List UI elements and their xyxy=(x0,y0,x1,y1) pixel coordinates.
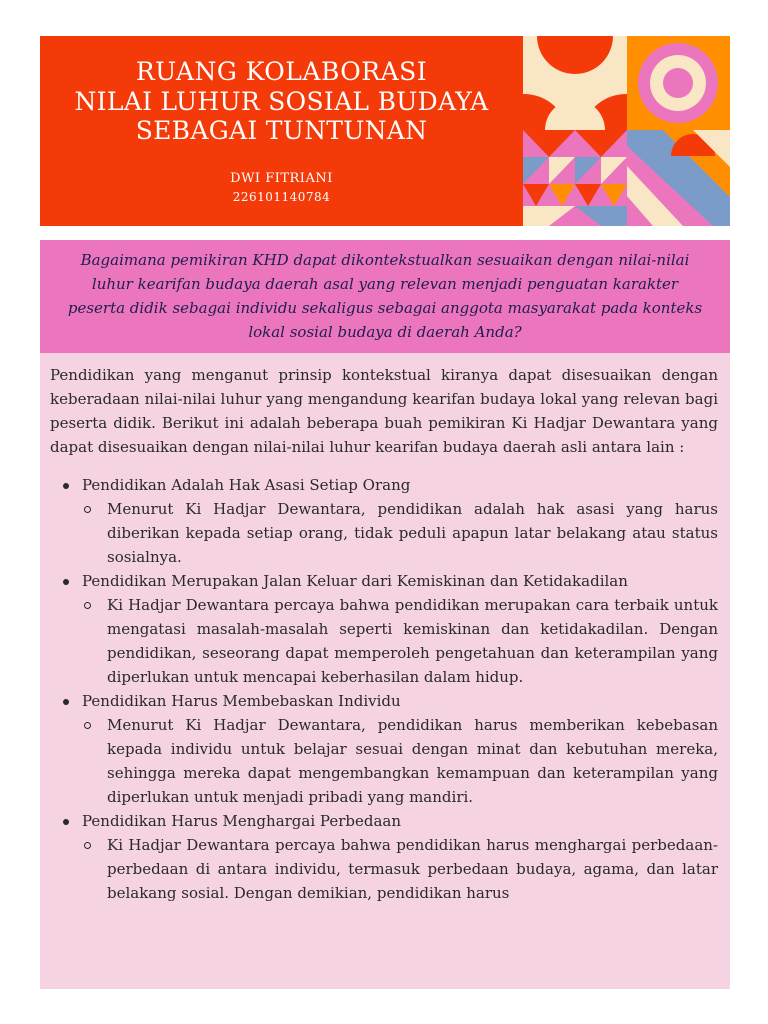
header-text xyxy=(40,36,523,226)
list-item xyxy=(50,689,718,809)
author-id: 226101140784 xyxy=(232,190,331,204)
list-item xyxy=(50,569,718,689)
list-item xyxy=(50,809,718,905)
list-item-detail: Ki Hadjar Dewantara percaya bahwa pendidikan merupakan cara terbaik untuk mengatasi masalah-masalah seperti kemiskinan dan ketidakadilan. Dengan pendidikan, seseorang dapat memperoleh pengetahuan dan keterampilan yang diperlukan untuk mencapai keberhasilan dalam hidup. xyxy=(82,593,718,689)
header-banner xyxy=(40,36,730,226)
list-item-heading: Pendidikan Adalah Hak Asasi Setiap Orang xyxy=(82,473,718,497)
content-panel xyxy=(40,353,730,989)
list-item-detail: Menurut Ki Hadjar Dewantara, pendidikan harus memberikan kebebasan kepada individu untuk belajar sesuai dengan minat dan kebutuhan mereka, sehingga mereka dapat mengembangkan kemampuan dan keterampilan yang diperlukan untuk menjadi pribadi yang mandiri. xyxy=(82,713,718,809)
geometric-pattern-art xyxy=(523,36,730,226)
list-item-heading: Pendidikan Merupakan Jalan Keluar dari Kemiskinan dan Ketidakadilan xyxy=(82,569,718,593)
list-item-detail: Ki Hadjar Dewantara percaya bahwa pendidikan harus menghargai perbedaan-perbedaan di antara individu, termasuk perbedaan budaya, agama, dan latar belakang sosial. Dengan demikian, pendidikan harus xyxy=(82,833,718,905)
page-subtitle-line1: NILAI LUHUR SOSIAL BUDAYA xyxy=(74,87,489,116)
intro-paragraph: Pendidikan yang menganut prinsip kontekstual kiranya dapat disesuaikan dengan keberadaan nilai-nilai luhur yang mengandung kearifan budaya lokal yang relevan bagi peserta didik. Berikut ini adalah beberapa buah pemikiran Ki Hadjar Dewantara yang dapat disesuaikan dengan nilai-nilai luhur kearifan budaya daerah asli antara lain : xyxy=(50,366,718,456)
page-title: RUANG KOLABORASI xyxy=(135,57,428,86)
author-name: DWI FITRIANI xyxy=(230,171,333,186)
list-item-heading: Pendidikan Harus Menghargai Perbedaan xyxy=(82,809,718,833)
page-subtitle-line2: SEBAGAI TUNTUNAN xyxy=(135,116,428,145)
guiding-question: Bagaimana pemikiran KHD dapat dikontekstualkan sesuaikan dengan nilai-nilai luhur kearifan budaya daerah asal yang relevan menjadi penguatan karakter peserta didik sebagai individu sekaligus sebagai anggota masyarakat pada konteks lokal sosial budaya di daerah Anda? xyxy=(40,240,730,353)
list-item-heading: Pendidikan Harus Membebaskan Individu xyxy=(82,689,718,713)
list-item xyxy=(50,473,718,569)
thought-list xyxy=(50,473,718,905)
list-item-detail: Menurut Ki Hadjar Dewantara, pendidikan adalah hak asasi yang harus diberikan kepada setiap orang, tidak peduli apapun latar belakang atau status sosialnya. xyxy=(82,497,718,569)
